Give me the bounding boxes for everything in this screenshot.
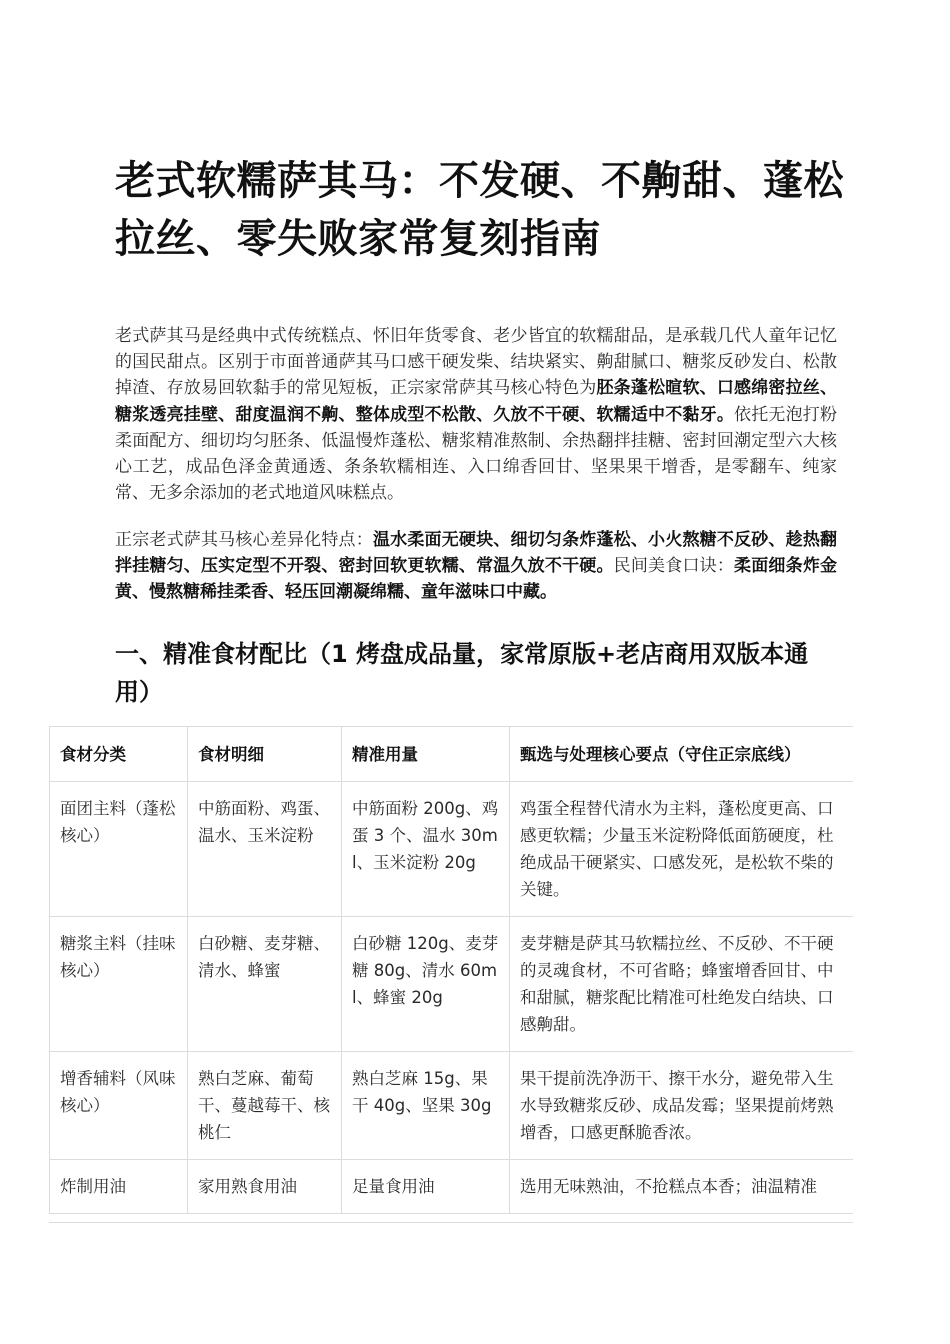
table-row <box>50 782 854 917</box>
table-cell-notes: 鸡蛋全程替代清水为主料，蓬松度更高、口感更软糯；少量玉米淀粉降低面筋硬度，杜绝成品干硬紧实、口感发死，是松软不柴的关键。 <box>510 782 854 917</box>
features-lead: 正宗老式萨其马核心差异化特点： <box>115 530 373 550</box>
table-row <box>50 1160 854 1214</box>
table-cell-items: 家用熟食用油 <box>188 1160 342 1214</box>
table-row <box>50 917 854 1052</box>
ingredients-table-container <box>49 726 853 1223</box>
table-cell-items: 白砂糖、麦芽糖、清水、蜂蜜 <box>188 917 342 1052</box>
table-cell-notes: 选用无味熟油，不抢糕点本香；油温精准 <box>510 1160 854 1214</box>
table-header-cell: 甄选与处理核心要点（守住正宗底线） <box>510 727 854 782</box>
table-row <box>50 1052 854 1160</box>
features-bold-text: 温水柔面无硬块、细切匀条炸蓬松、小火熬糖不反砂、趁热翻拌挂糖匀、压实定型不开裂、密封回软更软糯、常温久放不干硬。 <box>115 530 838 577</box>
features-mid: 民间美食口诀： <box>613 556 735 577</box>
page-title: 老式软糯萨其马：不发硬、不齁甜、蓬松拉丝、零失败家常复刻指南 <box>115 158 844 262</box>
table-cell-amount: 中筋面粉 200g、鸡蛋 3 个、温水 30ml、玉米淀粉 20g <box>342 782 510 917</box>
features-paragraph <box>115 527 837 606</box>
table-cell-notes: 麦芽糖是萨其马软糯拉丝、不反砂、不干硬的灵魂食材，不可省略；蜂蜜增香回甘、中和甜腻，糖浆配比精准可杜绝发白结块、口感齁甜。 <box>510 917 854 1052</box>
table-header-row <box>50 727 854 782</box>
table-header-cell: 精准用量 <box>342 727 510 782</box>
table-cell-items: 熟白芝麻、葡萄干、蔓越莓干、核桃仁 <box>188 1052 342 1160</box>
table-header-cell: 食材分类 <box>50 727 188 782</box>
section-heading-ingredients: 一、精准食材配比（1 烤盘成品量，家常原版+老店商用双版本通用） <box>115 640 809 706</box>
table-header-cell: 食材明细 <box>188 727 342 782</box>
intro-text-continued: 依托无泡打粉柔面配方、细切均匀胚条、低温慢炸蓬松、糖浆精准熬制、余热翻拌挂糖、密封回潮定型六大核心工艺，成品色泽金黄通透、条条软糯相连、入口绵香回甘、坚果果干增香，是零翻车、纯家常、无多余添加的老式地道风味糕点。 <box>115 404 838 504</box>
ingredients-table <box>49 726 853 1214</box>
intro-text: 老式萨其马是经典中式传统糕点、怀旧年货零食、老少皆宜的软糯甜品，是承载几代人童年记忆的国民甜点。区别于市面普通萨其马口感干硬发柴、结块紧实、齁甜腻口、糖浆反砂发白、松散掉渣、存放易回软黏手的常见短板，正宗家常萨其马核心特色为 <box>115 326 837 399</box>
intro-paragraph <box>115 323 837 506</box>
intro-bold-text: 胚条蓬松暄软、口感绵密拉丝、糖浆透亮挂壁、甜度温润不齁、整体成型不松散、久放不干硬、软糯适中不黏牙。 <box>115 378 838 425</box>
table-cell-category: 面团主料（蓬松核心） <box>50 782 188 917</box>
features-rhyme: 柔面细条炸金黄、慢熬糖稀挂柔香、轻压回潮凝绵糯、童年滋味口中藏。 <box>115 556 838 603</box>
table-cell-notes: 果干提前洗净沥干、擦干水分，避免带入生水导致糖浆反砂、成品发霉；坚果提前烤熟增香，口感更酥脆香浓。 <box>510 1052 854 1160</box>
table-cell-amount: 足量食用油 <box>342 1160 510 1214</box>
table-cell-amount: 熟白芝麻 15g、果干 40g、坚果 30g <box>342 1052 510 1160</box>
table-cell-items: 中筋面粉、鸡蛋、温水、玉米淀粉 <box>188 782 342 917</box>
table-cell-category: 炸制用油 <box>50 1160 188 1214</box>
table-cell-category: 增香辅料（风味核心） <box>50 1052 188 1160</box>
table-cell-category: 糖浆主料（挂味核心） <box>50 917 188 1052</box>
table-cell-amount: 白砂糖 120g、麦芽糖 80g、清水 60ml、蜂蜜 20g <box>342 917 510 1052</box>
